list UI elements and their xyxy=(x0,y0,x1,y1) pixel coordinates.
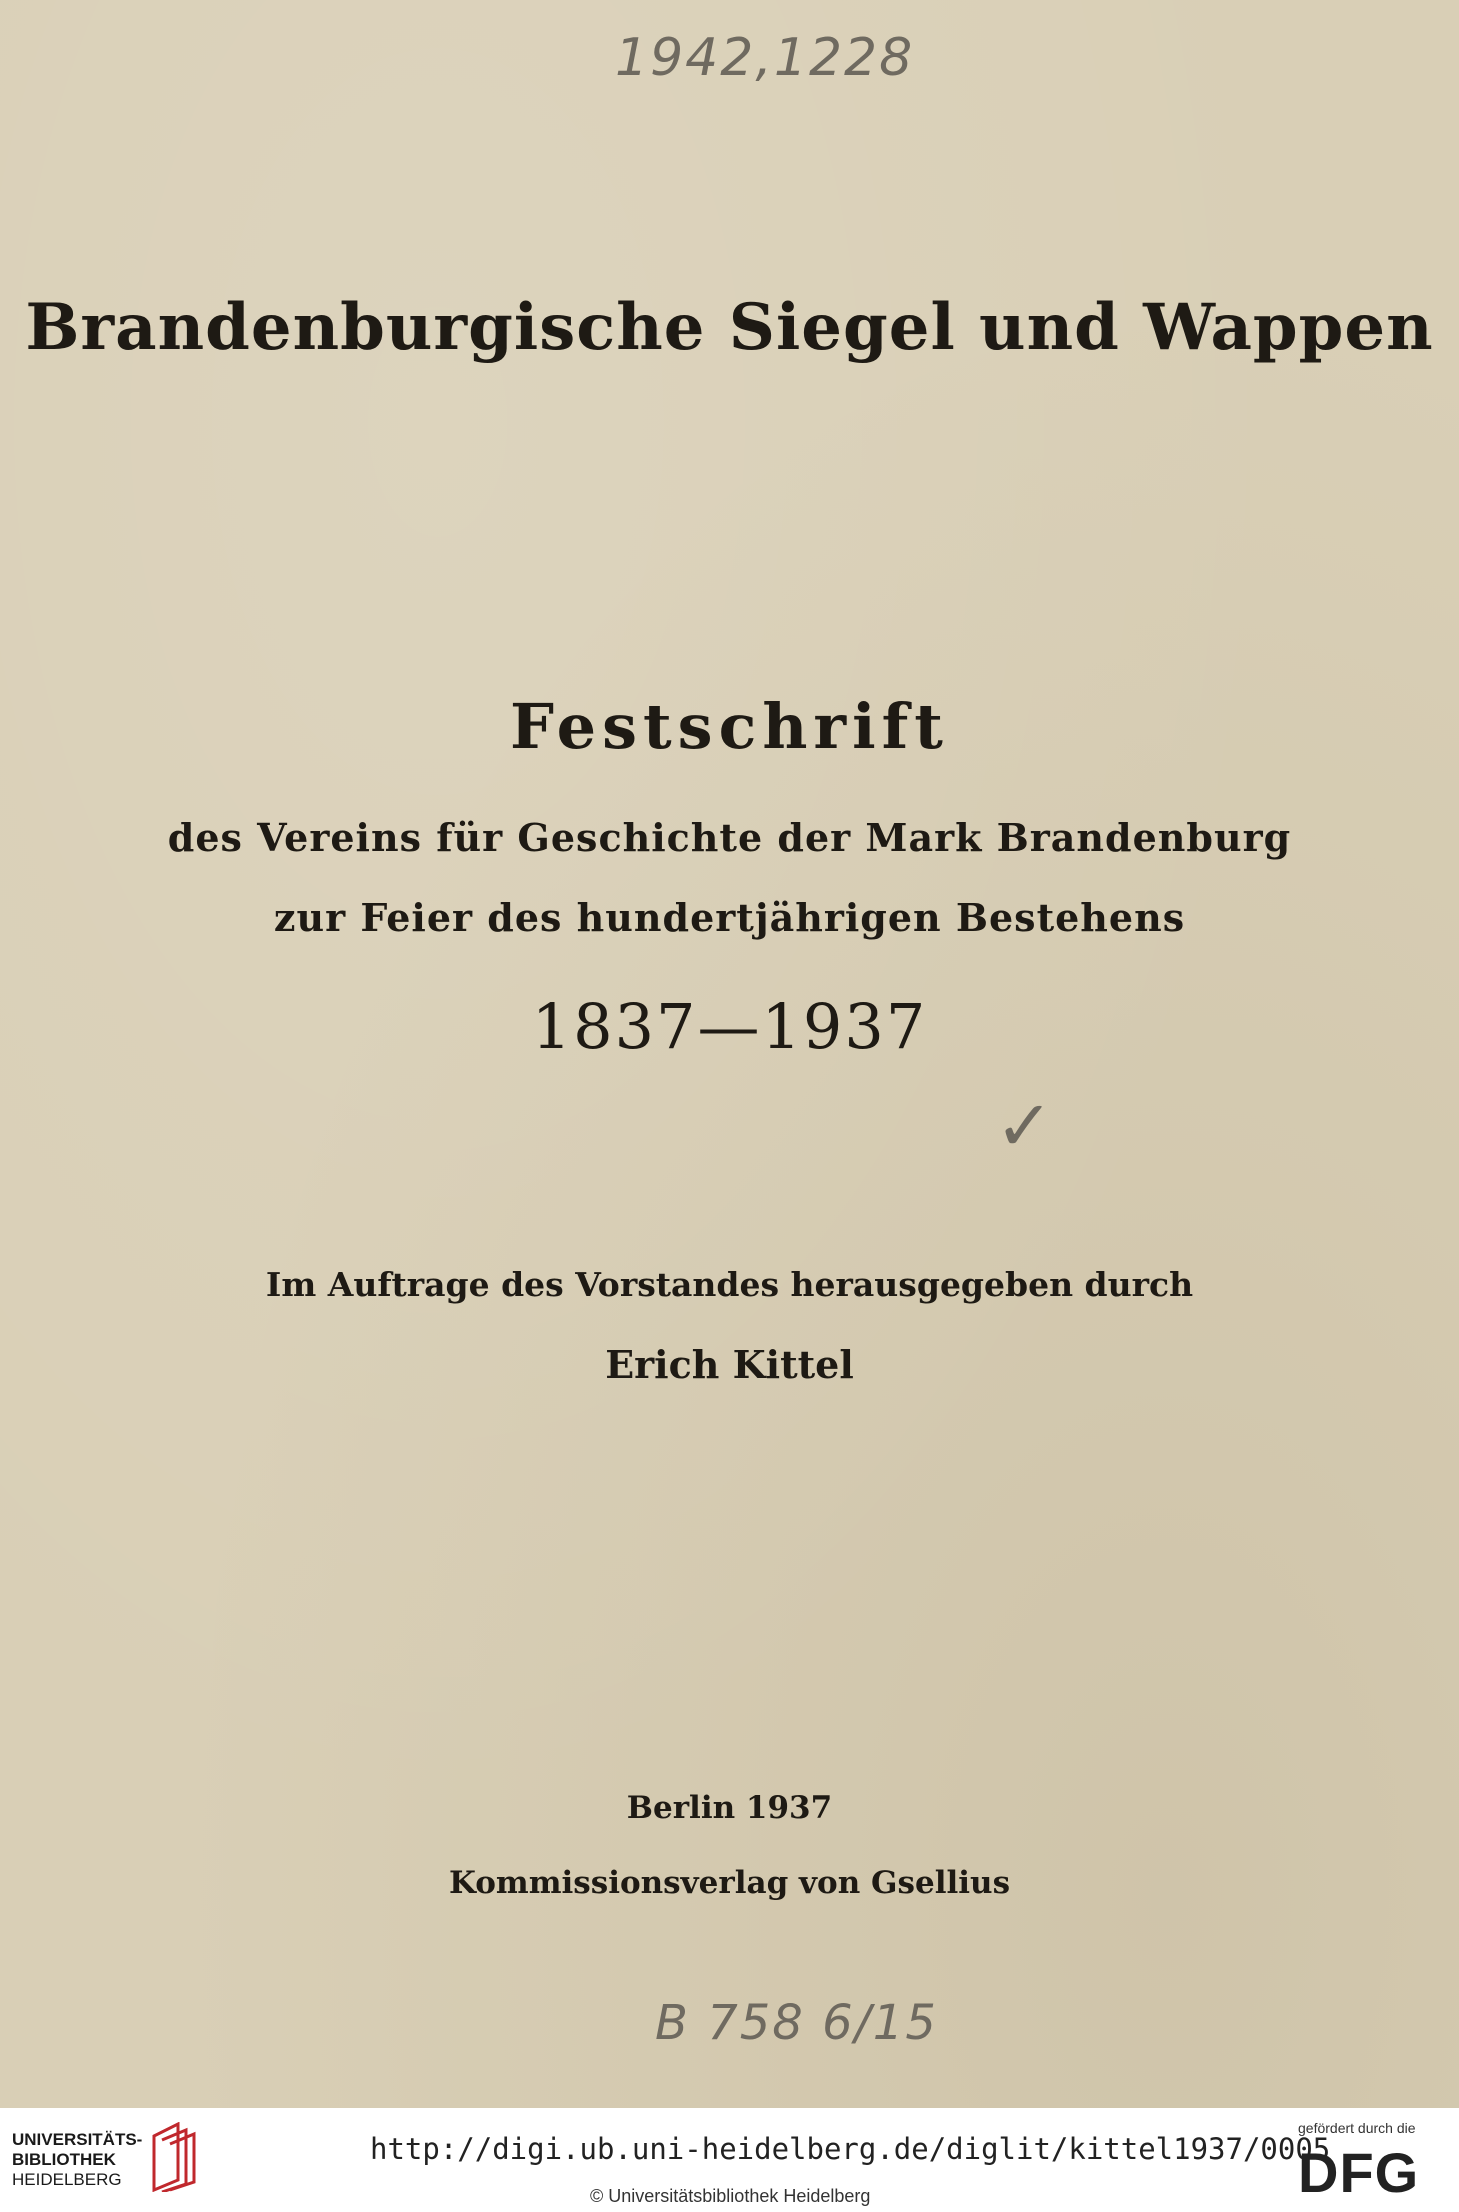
pencil-shelfmark-top: 1942,1228 xyxy=(615,28,915,88)
year-range: 1837—1937 xyxy=(531,990,928,1063)
permalink-url[interactable]: http://digi.ub.uni-heidelberg.de/diglit/kittel1937/0005 xyxy=(370,2132,1331,2166)
pencil-checkmark: ✓ xyxy=(995,1085,1056,1167)
book-main-title: Brandenburgische Siegel und Wappen xyxy=(25,290,1434,365)
library-name xyxy=(12,2130,142,2190)
library-name-line-2: BIBLIOTHEK xyxy=(12,2150,116,2169)
place-and-year: Berlin 1937 xyxy=(626,1790,833,1826)
funding-caption: gefördert durch die xyxy=(1298,2120,1416,2136)
subtitle-line-1: des Vereins für Geschichte der Mark Brandenburg xyxy=(167,815,1292,860)
festschrift-heading: Festschrift xyxy=(510,690,949,763)
dfg-logo-icon: DFG xyxy=(1298,2141,1420,2204)
digitization-footer xyxy=(0,2108,1459,2212)
commission-statement: Im Auftrage des Vorstandes herausgegeben durch xyxy=(265,1265,1194,1304)
library-logo-icon xyxy=(148,2122,196,2192)
subtitle-line-2: zur Feier des hundertjährigen Bestehens xyxy=(273,895,1186,940)
library-name-line-3: HEIDELBERG xyxy=(12,2170,122,2189)
copyright-notice: © Universitätsbibliothek Heidelberg xyxy=(590,2186,871,2206)
publisher-name: Kommissionsverlag von Gsellius xyxy=(448,1865,1011,1901)
library-name-line-1: UNIVERSITÄTS- xyxy=(12,2130,143,2149)
pencil-shelfmark-bottom: B 758 6/15 xyxy=(655,1995,938,2051)
editor-name: Erich Kittel xyxy=(605,1342,854,1387)
